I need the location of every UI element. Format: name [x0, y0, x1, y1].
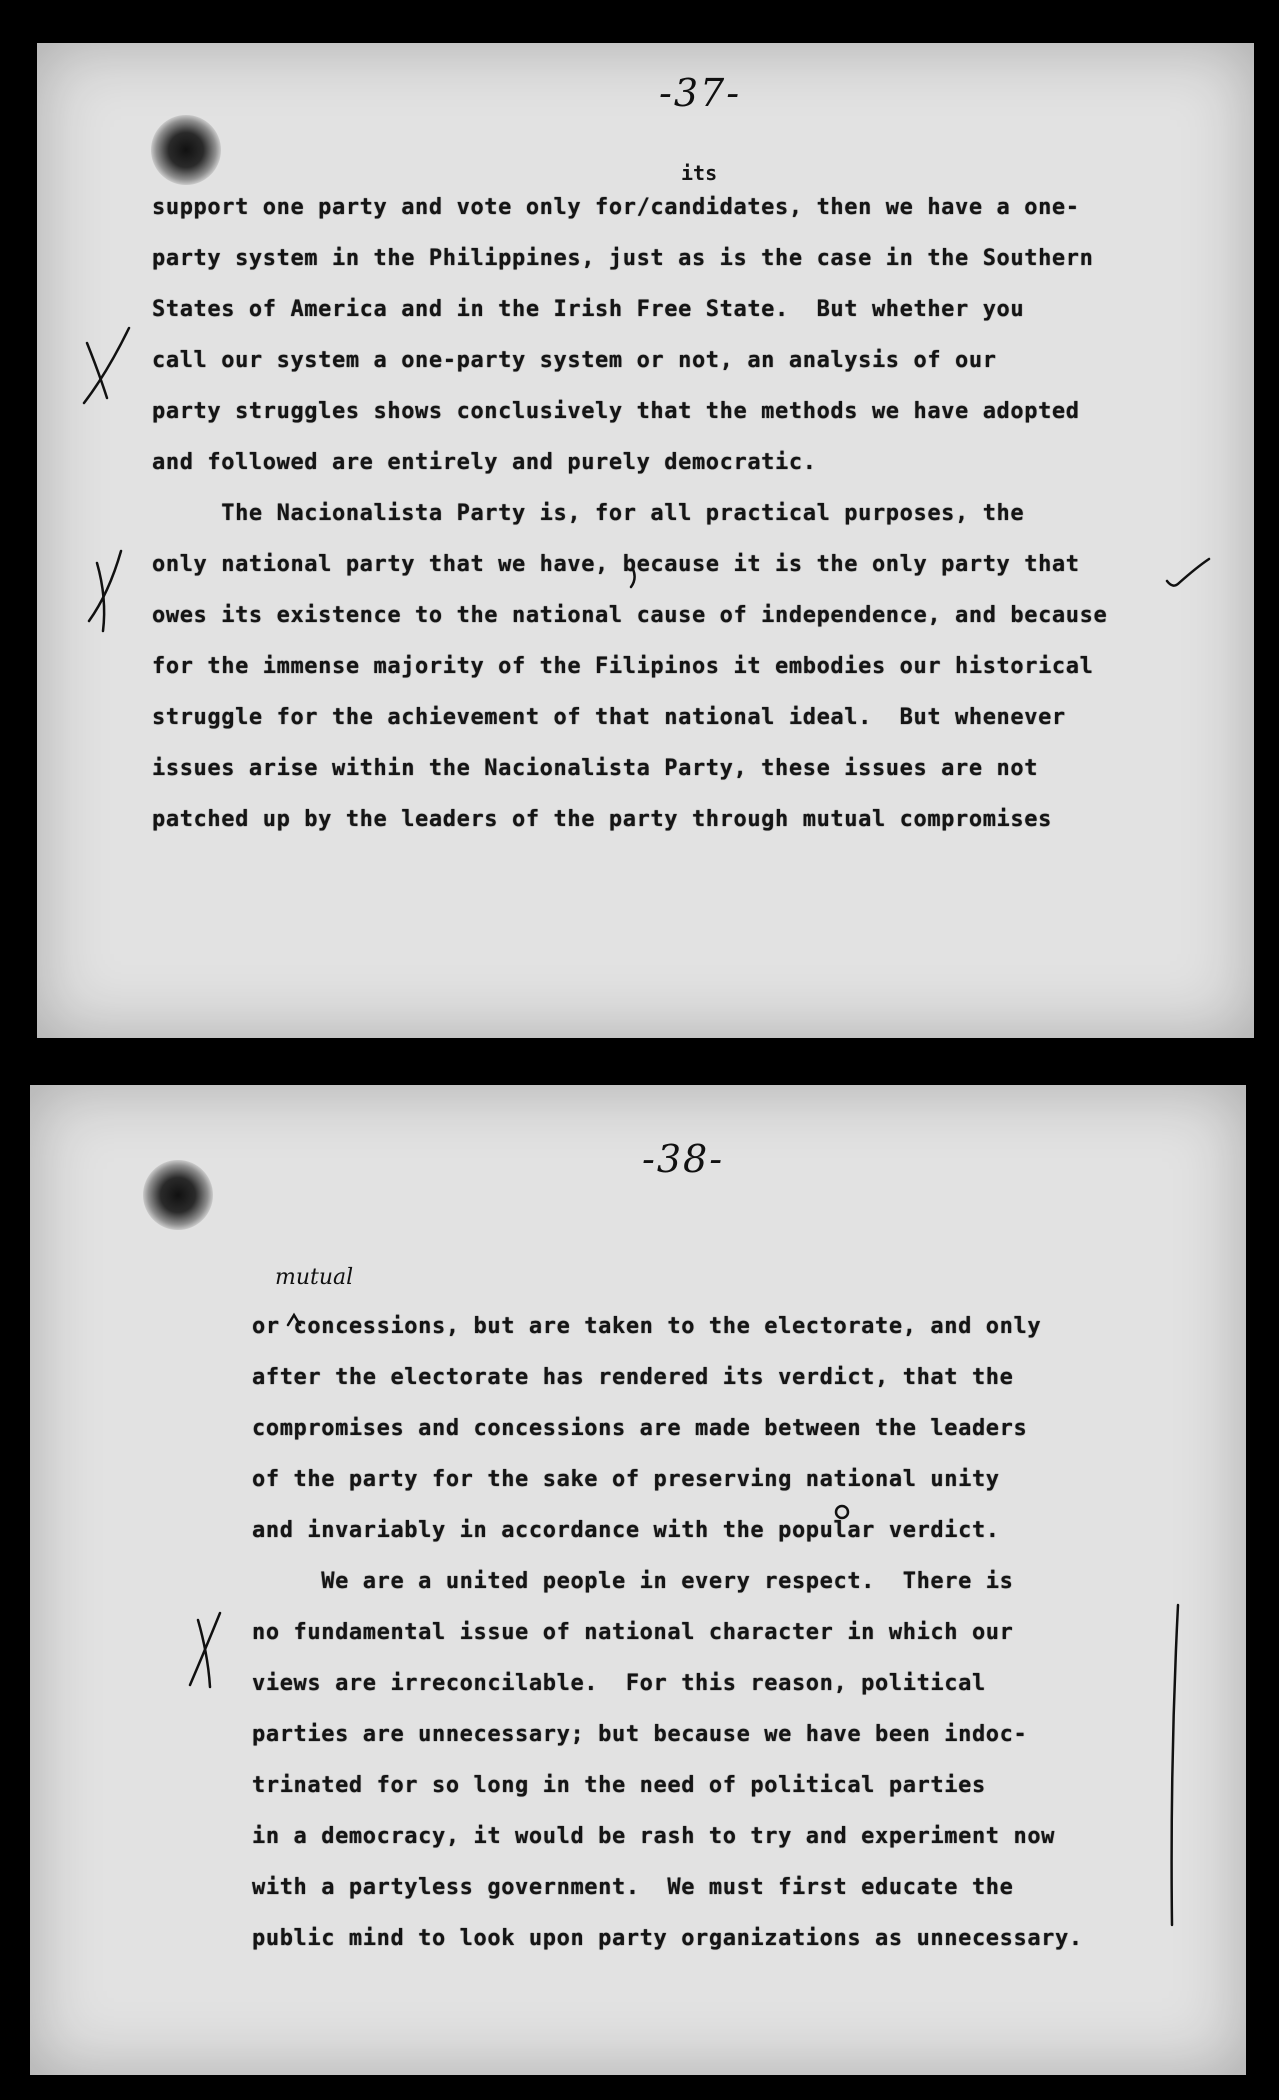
interlinear-insertion: its — [681, 161, 718, 185]
text-line: after the electorate has rendered its verdict, that the — [252, 1365, 1014, 1390]
caret-mark — [288, 1315, 300, 1325]
text-line: and invariably in accordance with the popular verdict. — [252, 1518, 1000, 1543]
text-line: views are irreconcilable. For this reason, political — [252, 1671, 986, 1696]
text-line: support one party and vote only for/candidates, then we have a one- — [152, 195, 1080, 220]
text-line: struggle for the achievement of that national ideal. But whenever — [152, 705, 1066, 730]
text-line: call our system a one-party system or not, an analysis of our — [152, 348, 997, 373]
text-line: compromises and concessions are made between the leaders — [252, 1416, 1028, 1441]
text-line: party struggles shows conclusively that the methods we have adopted — [152, 399, 1080, 424]
check-mark — [1167, 559, 1209, 586]
handwritten-marks — [30, 1085, 1246, 2075]
text-line: or concessions, but are taken to the electorate, and only — [252, 1314, 1042, 1339]
text-line: of the party for the sake of preserving national unity — [252, 1467, 1000, 1492]
page-number: -37- — [659, 71, 742, 115]
x-mark — [87, 343, 107, 398]
circle-mark — [836, 1506, 848, 1518]
vertical-margin-line — [1172, 1605, 1178, 1925]
document-page-37 — [37, 43, 1254, 1038]
text-line: owes its existence to the national cause of independence, and because — [152, 603, 1108, 628]
page-number: -38- — [642, 1137, 725, 1181]
text-line: We are a united people in every respect. There is — [252, 1569, 1014, 1594]
handwritten-insertion: mutual — [275, 1265, 354, 1290]
text-line: for the immense majority of the Filipinos it embodies our historical — [152, 654, 1094, 679]
text-line: public mind to look upon party organizations as unnecessary. — [252, 1926, 1083, 1951]
x-mark — [190, 1613, 220, 1685]
text-line: in a democracy, it would be rash to try and experiment now — [252, 1824, 1056, 1849]
text-line: only national party that we have, because it is the only party that — [152, 552, 1080, 577]
comma-mark — [631, 569, 635, 587]
text-line: trinated for so long in the need of political parties — [252, 1773, 986, 1798]
document-page-38 — [30, 1085, 1246, 2075]
text-line: with a partyless government. We must first educate the — [252, 1875, 1014, 1900]
text-line: The Nacionalista Party is, for all practical purposes, the — [152, 501, 1025, 526]
text-line: issues arise within the Nacionalista Party, these issues are not — [152, 756, 1039, 781]
text-line: patched up by the leaders of the party through mutual compromises — [152, 807, 1052, 832]
handwritten-marks — [37, 43, 1254, 1038]
text-line: and followed are entirely and purely democratic. — [152, 450, 817, 475]
text-line: no fundamental issue of national character in which our — [252, 1620, 1014, 1645]
x-mark — [84, 328, 129, 403]
text-line: States of America and in the Irish Free State. But whether you — [152, 297, 1025, 322]
text-line: party system in the Philippines, just as is the case in the Southern — [152, 246, 1094, 271]
text-line: parties are unnecessary; but because we have been indoc- — [252, 1722, 1028, 1747]
